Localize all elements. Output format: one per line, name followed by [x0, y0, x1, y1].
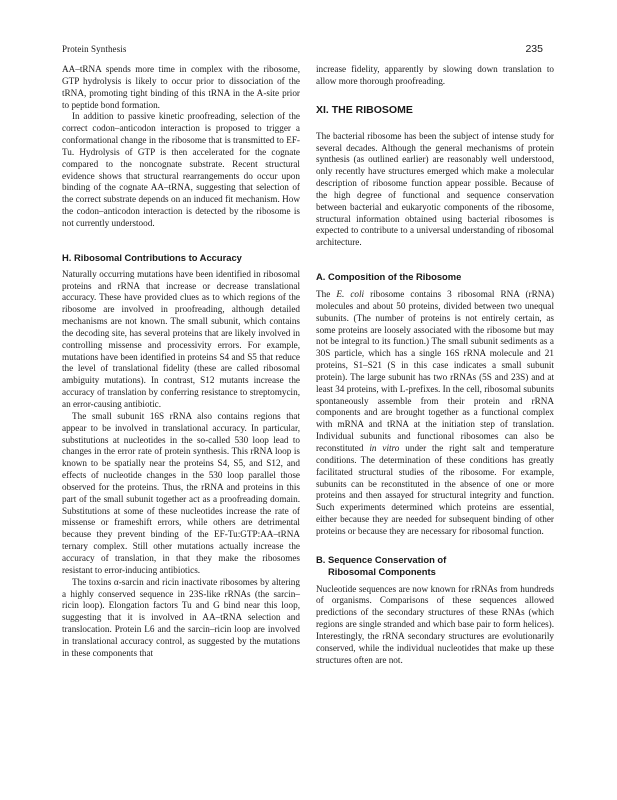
section-heading-a [316, 271, 554, 283]
section-number: B. [316, 553, 326, 565]
running-header [62, 43, 543, 55]
page-number: 235 [525, 43, 543, 55]
text-run: under the right salt and temperature conditions. The determination of these conditions has greatly facilitated structural studies of the ribosome. For example, subunits can be reconstituted in the absence of one or more proteins and then assayed for structural integrity and function. Such experiments determined which proteins are essential, either because they are needed for subsequent binding of other proteins or because they are necessary for ribosomal function. [316, 443, 554, 536]
section-number: A. [316, 271, 326, 283]
left-column [62, 64, 300, 660]
section-title: Ribosomal Contributions to Accuracy [74, 251, 242, 263]
text-run: ribosome contains 3 ribosomal RNA (rRNA) molecules and about 50 proteins, divided between two unequal subunits. (The number of proteins is not entirely certain, as some proteins are loosely associated with the ribosome but may not be integral to its function.) The small subunit sediments as a 30S particle, which has a single 16S rRNA molecule and 21 proteins, S1–S21 (S in this case indicates a small subunit protein). The large subunit has two rRNAs (5S and 23S) and at least 34 proteins, with L-prefixes. In the cell, ribosomal subunits spontaneously assemble from their protein and rRNA components and are brought together as a functional complex with mRNA and tRNA at the initiation step of translation. Individual subunits and functional ribosomes can also be reconstituted [316, 289, 555, 453]
paragraph: AA–tRNA spends more time in complex with the ribosome, GTP hydrolysis is likely to occur prior to dissociation of the tRNA, promoting tight binding of this tRNA in the A-site prior to peptide bond formation. [62, 64, 300, 110]
paragraph: In addition to passive kinetic proofreading, selection of the correct codon–anticodon interaction is proposed to trigger a conformational change in the ribosome that is transmitted to EF-Tu. Hydrolysis of GTP is then accelerated for the cognate compared to the noncognate substrate. Recent structural evidence shows that structural rearrangements do occur upon binding of the cognate AA–tRNA, suggesting that selection of the correct substrate depends on an induced fit mechanism. How the codon–anticodon interaction is detected by the ribosome is not currently understood. [62, 111, 300, 228]
section-heading-h [62, 252, 300, 264]
section-title: Sequence Conservation of [328, 553, 447, 565]
paragraph: increase fidelity, apparently by slowing down translation to allow more thorough proofreading. [316, 64, 554, 86]
section-number: H. [62, 251, 72, 263]
paragraph: The bacterial ribosome has been the subject of intense study for several decades. Although the general mechanisms of protein synthesis (as outlined earlier) are reasonably well understood, only recently have structures emerged which make a molecular description of ribosome function appear possible. Because of the high degree of functional and sequence conservation between bacterial and eukaryotic components of the ribosome, structural information obtained using bacterial ribosomes is expected to contribute to a universal understanding of ribosomal architecture. [316, 130, 554, 248]
paragraph: Naturally occurring mutations have been identified in ribosomal proteins and rRNA that increase or decrease translational accuracy. These have provided clues as to which regions of the ribosome are involved in proofreading, although detailed mechanisms are not known. The small subunit, which contains the decoding site, has several proteins that are likely involved in controlling missense and processivity errors. For example, mutations have been identified in proteins S4 and S5 that reduce the level of translational fidelity (these are called ribosomal ambiguity mutations). In contrast, S12 mutants increase the accuracy of translation by conferring resistance to streptomycin, an error-causing antibiotic. [62, 268, 300, 409]
section-number: XI. [316, 103, 329, 116]
italic-term: in vitro [369, 443, 400, 453]
italic-term: E. coli [336, 289, 365, 300]
paragraph: The toxins α-sarcin and ricin inactivate ribosomes by altering a highly conserved sequence in 23S-like rRNAs (the sarcin–ricin loop). Elongation factors Tu and G bind near this loop, suggesting that it is involved in AA–tRNA selection and translocation. Protein L6 and the sarcin–ricin loop are involved in translational accuracy control, as suggested by the mutations in these components that [62, 576, 300, 658]
running-title: Protein Synthesis [62, 44, 127, 54]
section-title: Composition of the Ribosome [328, 271, 462, 283]
paragraph: The small subunit 16S rRNA also contains regions that appear to be involved in translational accuracy. In particular, substitutions at nucleotides in the so-called 530 loop lead to changes in the error rate of protein synthesis. This rRNA loop is known to be spatially near the proteins S4, S5, and S12, and effects of nucleotide changes in the 530 loop parallel those observed for the proteins. Thus, the rRNA and proteins in this part of the small subunit together act as a proofreading domain. Substitutions at some of these nucleotides increase the rate of missense or frameshift errors, while others are detrimental because they prevent binding of the EF-Tu:GTP:AA–tRNA ternary complex. Still other mutations actually increase the accuracy of translation, in that they make the ribosomes resistant to error-inducing antibiotics. [62, 410, 300, 575]
paragraph [316, 289, 554, 538]
section-title: THE RIBOSOME [331, 103, 413, 116]
section-heading-xi [316, 104, 554, 117]
text-run: The [316, 289, 331, 300]
right-column [316, 64, 554, 666]
section-heading-b [316, 554, 554, 578]
section-title-continued: Ribosomal Components [328, 565, 436, 577]
paragraph: Nucleotide sequences are now known for rRNAs from hundreds of organisms. Comparisons of these sequences allowed predictions of the secondary structures of these RNAs (which regions are single stranded and which base pair to form helices). Interestingly, the rRNA secondary structures are evolutionarily conserved, while the individual nucleotides that make up these structures often are not. [316, 583, 554, 665]
